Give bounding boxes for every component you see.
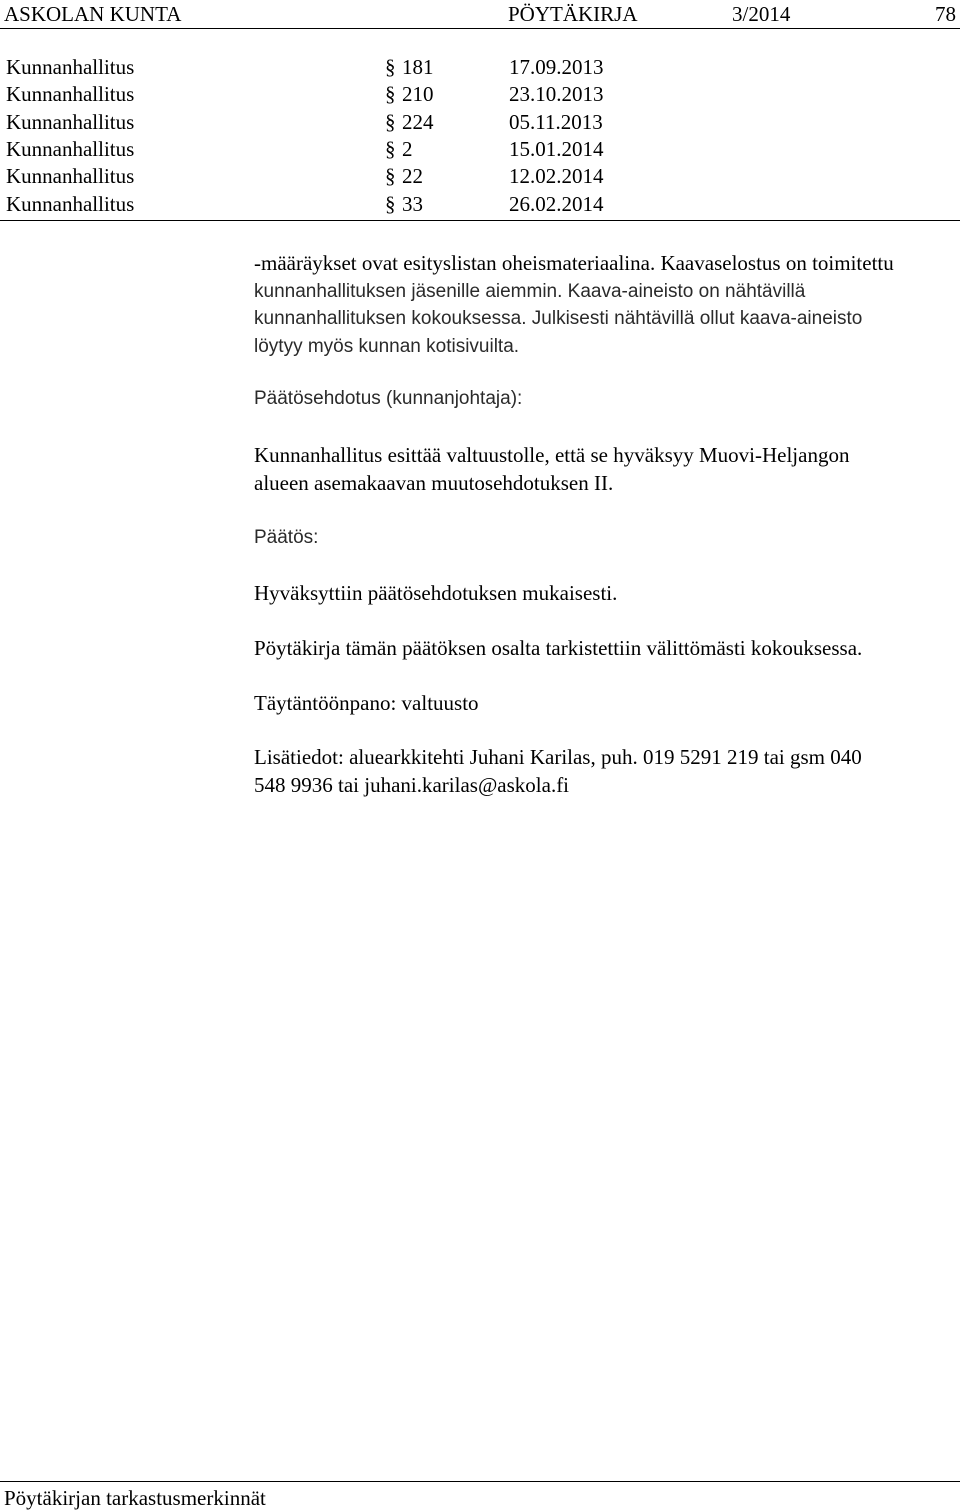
section-sign: § <box>385 192 396 216</box>
section-sign: § <box>385 110 396 134</box>
reference-body: Kunnanhallitus <box>6 82 135 106</box>
paragraph-line: kunnanhallituksen kokouksessa. Julkisesti nähtävillä ollut kaava-aineisto <box>254 308 863 329</box>
section-number: 224 <box>402 110 434 134</box>
reference-row <box>0 164 960 191</box>
paragraph-line: alueen asemakaavan muutosehdotuksen II. <box>254 470 614 495</box>
paragraph-line: Lisätiedot: aluearkkitehti Juhani Karilas, puh. 019 5291 219 tai gsm 040 <box>254 745 862 769</box>
contact-info <box>254 744 954 799</box>
paragraph-line: löytyy myös kunnan kotisivuilta. <box>254 335 520 357</box>
meeting-references <box>0 55 960 221</box>
reference-body: Kunnanhallitus <box>6 110 135 134</box>
meeting-date: 12.02.2014 <box>509 164 604 188</box>
reference-body: Kunnanhallitus <box>6 164 135 188</box>
execution-text: Täytäntöönpano: valtuusto <box>254 691 479 715</box>
decision-heading: Päätös: <box>254 527 319 548</box>
reference-body: Kunnanhallitus <box>6 192 135 216</box>
meeting-date: 23.10.2013 <box>509 82 604 106</box>
section-number: 2 <box>402 137 413 161</box>
page-number: 78 <box>935 2 956 26</box>
reference-body: Kunnanhallitus <box>6 137 135 161</box>
page-header <box>0 0 960 29</box>
document-number: 3/2014 <box>732 2 791 26</box>
meeting-date: 17.09.2013 <box>509 55 604 79</box>
section-number: 210 <box>402 82 434 106</box>
meeting-date: 15.01.2014 <box>509 137 604 161</box>
section-sign: § <box>385 164 396 188</box>
reference-row <box>0 137 960 164</box>
paragraph-line: -määräykset ovat esityslistan oheismateriaalina. Kaavaselostus on toimitettu <box>254 251 894 275</box>
section-sign: § <box>385 82 396 106</box>
organization-name: ASKOLAN KUNTA <box>4 2 182 26</box>
reference-row <box>0 192 960 219</box>
section-sign: § <box>385 137 396 161</box>
decision-text: Hyväksyttiin päätösehdotuksen mukaisesti. <box>254 581 618 605</box>
meeting-date: 05.11.2013 <box>509 110 603 134</box>
minutes-check-text: Pöytäkirja tämän päätöksen osalta tarkistettiin välittömästi kokouksessa. <box>254 636 863 660</box>
document-type: PÖYTÄKIRJA <box>508 2 638 26</box>
meeting-date: 26.02.2014 <box>509 192 604 216</box>
paragraph-line: 548 9936 tai juhani.karilas@askola.fi <box>254 772 570 797</box>
paragraph-line: Kunnanhallitus esittää valtuustolle, että se hyväksyy Muovi-Heljangon <box>254 443 850 467</box>
reference-row <box>0 55 960 82</box>
reference-row <box>0 82 960 109</box>
proposal-paragraph <box>254 442 954 497</box>
paragraph-line: kunnanhallituksen jäsenille aiemmin. Kaava-aineisto on nähtävillä <box>254 280 806 302</box>
section-number: 181 <box>402 55 434 79</box>
footer-text: Pöytäkirjan tarkastusmerkinnät <box>4 1486 266 1510</box>
reference-row <box>0 110 960 137</box>
section-number: 22 <box>402 164 423 188</box>
proposal-heading: Päätösehdotus (kunnanjohtaja): <box>254 388 523 409</box>
section-sign: § <box>385 55 396 79</box>
page-footer <box>0 1481 960 1512</box>
reference-body: Kunnanhallitus <box>6 55 135 79</box>
section-number: 33 <box>402 192 423 216</box>
intro-paragraph <box>254 250 954 360</box>
